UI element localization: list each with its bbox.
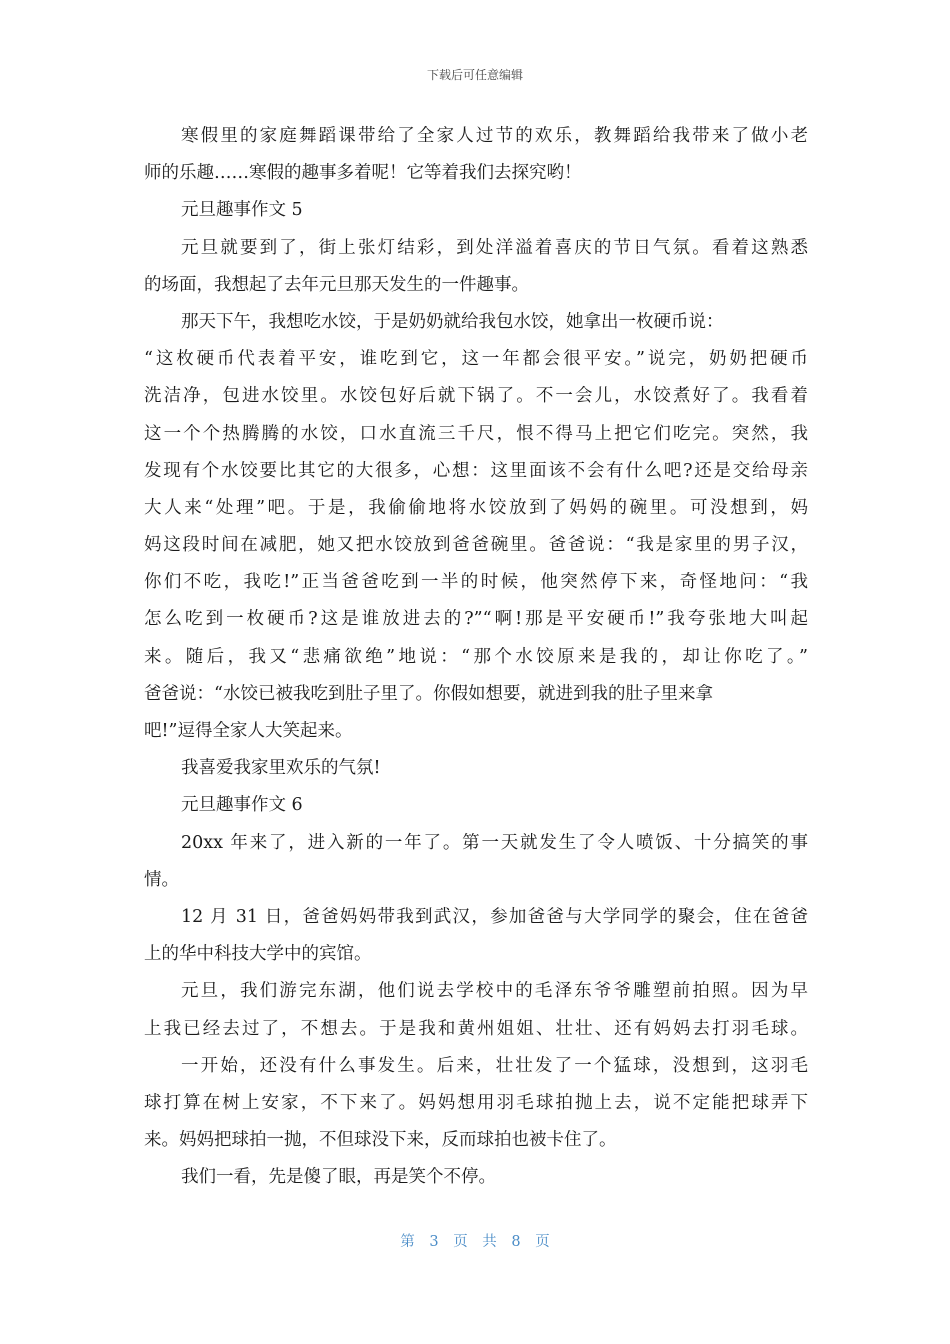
text-line: 洗洁净，包进水饺里。水饺包好后就下锅了。不一会儿，水饺煮好了。我看着: [144, 386, 808, 407]
text-line: 寒假里的家庭舞蹈课带给了全家人过节的欢乐，教舞蹈给我带来了做小老: [181, 126, 808, 146]
text-line: 吧!”逗得全家人大笑起来。: [144, 721, 353, 741]
text-line: 12 月 31 日，爸爸妈妈带我到武汉，参加爸爸与大学同学的聚会，住在爸爸: [181, 906, 808, 927]
text-line: 的场面，我想起了去年元旦那天发生的一件趣事。: [144, 274, 529, 295]
text-line: 情。: [144, 869, 179, 890]
text-line: 来。妈妈把球拍一抛，不但球没下来，反而球拍也被卡住了。: [144, 1130, 617, 1151]
text-line: 发现有个水饺要比其它的大很多，心想：这里面该不会有什么吧?还是交给母亲: [144, 460, 808, 481]
text-line: 元旦趣事作文 6: [181, 795, 303, 816]
text-line: 妈这段时间在减肥，她又把水饺放到爸爸碗里。爸爸说：“我是家里的男子汉，: [144, 535, 808, 556]
text-line: 元旦就要到了，街上张灯结彩，到处洋溢着喜庆的节日气氛。看着这熟悉: [181, 237, 808, 258]
text-line: 这一个个热腾腾的水饺，口水直流三千尺，恨不得马上把它们吃完。突然，我: [144, 423, 808, 444]
page-header: 下载后可任意编辑: [426, 68, 523, 82]
text-line: 怎么吃到一枚硬币?这是谁放进去的?”“啊!那是平安硬币!”我夸张地大叫起: [144, 609, 808, 630]
page-number-footer: 第 3 页 共 8 页: [400, 1234, 550, 1250]
text-line: 来。随后，我又“悲痛欲绝”地说：“那个水饺原来是我的，却让你吃了。”: [144, 646, 808, 667]
text-line: 元旦趣事作文 5: [181, 200, 303, 221]
text-line: 我喜爱我家里欢乐的气氛!: [181, 758, 381, 779]
text-line: 那天下午，我想吃水饺，于是奶奶就给我包水饺，她拿出一枚硬币说：: [181, 311, 724, 332]
text-line: 一开始，还没有什么事发生。后来，壮壮发了一个猛球，没想到，这羽毛: [181, 1055, 808, 1076]
text-line: 大人来“处理”吧。于是，我偷偷地将水饺放到了妈妈的碗里。可没想到，妈: [144, 497, 808, 518]
text-line: 爸爸说：“水饺已被我吃到肚子里了。你假如想要，就进到我的肚子里来拿: [144, 683, 713, 704]
text-line: 我们一看，先是傻了眼，再是笑个不停。: [181, 1167, 496, 1188]
text-line: 师的乐趣……寒假的趣事多着呢！它等着我们去探究哟！: [144, 163, 582, 184]
text-line: 上的华中科技大学中的宾馆。: [144, 944, 372, 965]
text-line: 20xx 年来了，进入新的一年了。第一天就发生了令人喷饭、十分搞笑的事: [181, 832, 808, 853]
text-line: “这枚硬币代表着平安，谁吃到它，这一年都会很平安。”说完，奶奶把硬币: [144, 349, 808, 370]
document-body: [144, 118, 808, 1196]
text-line: 上我已经去过了，不想去。于是我和黄州姐姐、壮壮、还有妈妈去打羽毛球。: [144, 1018, 808, 1039]
text-line: 元旦，我们游完东湖，他们说去学校中的毛泽东爷爷雕塑前拍照。因为早: [181, 981, 808, 1002]
text-line: 球打算在树上安家，不下来了。妈妈想用羽毛球拍抛上去，说不定能把球弄下: [144, 1092, 808, 1113]
text-line: 你们不吃，我吃!”正当爸爸吃到一半的时候，他突然停下来，奇怪地问：“我: [144, 572, 808, 593]
